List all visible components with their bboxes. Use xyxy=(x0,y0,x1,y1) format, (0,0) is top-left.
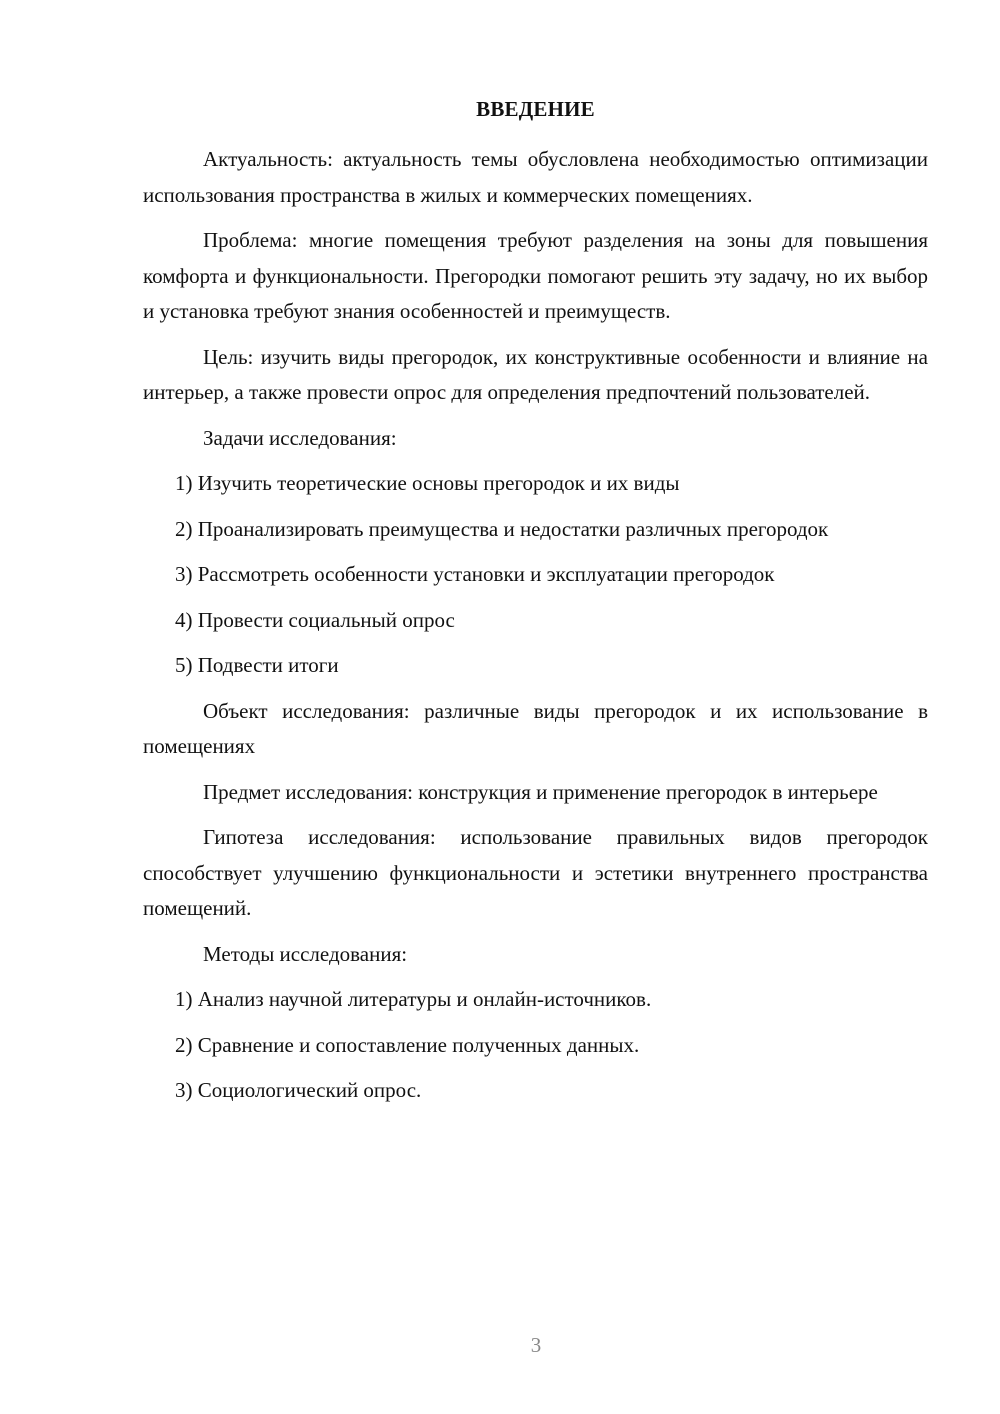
task-item-5: 5) Подвести итоги xyxy=(175,653,339,677)
page-title: ВВЕДЕНИЕ xyxy=(476,97,595,121)
method-item-2: 2) Сравнение и сопоставление полученных данных. xyxy=(175,1032,640,1057)
method-item-3: 3) Социологический опрос. xyxy=(175,1078,422,1102)
subject-paragraph: Предмет исследования: конструкция и применение прегородок в интерьере xyxy=(203,779,878,804)
task-item-2: 2) Проанализировать преимущества и недостатки различных прегородок xyxy=(175,516,829,541)
object-paragraph: Объект исследования: различные виды прегородок и их использование в помещениях xyxy=(143,698,928,758)
task-item-1: 1) Изучить теоретические основы прегородок и их виды xyxy=(175,471,680,495)
method-item-1: 1) Анализ научной литературы и онлайн-источников. xyxy=(175,987,652,1011)
document-page xyxy=(143,92,928,1119)
page-number: 3 xyxy=(530,1333,542,1357)
goal-paragraph: Цель: изучить виды прегородок, их конструктивные особенности и влияние на интерьер, а также провести опрос для определения предпочтений пользователей. xyxy=(143,344,928,404)
methods-title: Методы исследования: xyxy=(203,941,408,966)
problem-paragraph: Проблема: многие помещения требуют разделения на зоны для повышения комфорта и функциональности. Прегородки помогают решить эту задачу, но их выбор и установка требуют знания особенностей и преимуществ. xyxy=(143,228,928,323)
task-item-3: 3) Рассмотреть особенности установки и эксплуатации прегородок xyxy=(175,562,775,586)
task-item-4: 4) Провести социальный опрос xyxy=(175,607,455,632)
hypothesis-paragraph: Гипотеза исследования: использование правильных видов прегородок способствует улучшению функциональности и эстетики внутреннего пространства помещений. xyxy=(143,825,928,920)
tasks-title: Задачи исследования: xyxy=(203,425,397,450)
relevance-paragraph: Актуальность: актуальность темы обусловлена необходимостью оптимизации использования пространства в жилых и коммерческих помещениях. xyxy=(143,147,928,207)
